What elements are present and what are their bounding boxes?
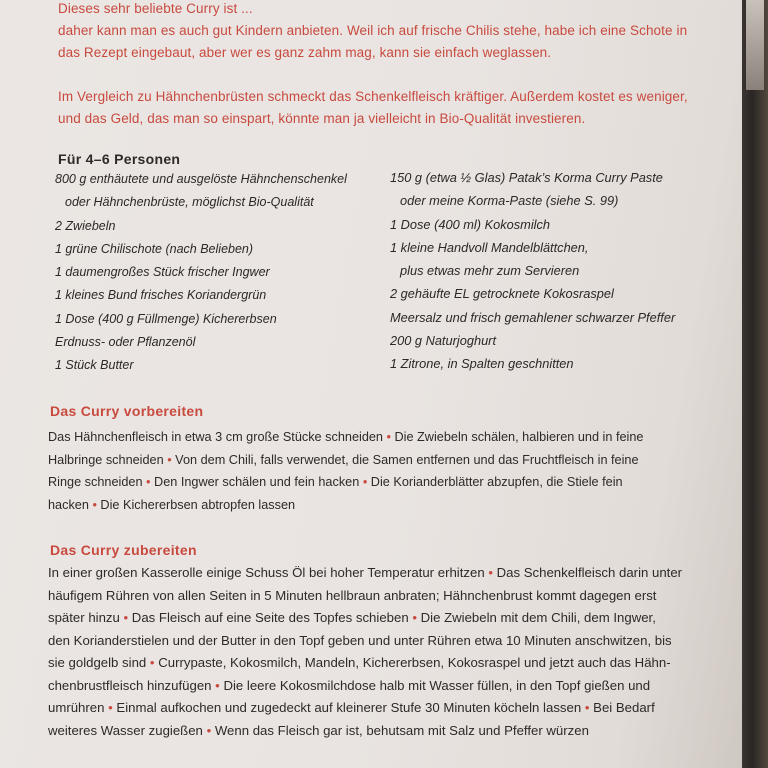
instruction-line bbox=[48, 630, 682, 653]
intro-line: Dieses sehr beliebte Curry ist ... bbox=[58, 1, 253, 16]
ingredient-item: 200 g Naturjoghurt bbox=[390, 333, 496, 349]
instruction-text: den Korianderstielen und der Butter in den Topf geben und unter Rühren etwa 10 Minuten anschwitzen, bis bbox=[48, 632, 672, 648]
instruction-text: Ringe schneiden bbox=[48, 475, 147, 489]
ingredient-item: oder meine Korma-Paste (siehe S. 99) bbox=[400, 193, 619, 209]
intro-line: und das Geld, das man so einspart, könnte man ja vielleicht in Bio-Qualität investieren. bbox=[58, 111, 586, 126]
instruction-text: chenbrustfleisch hinzufügen bbox=[48, 677, 216, 693]
intro-line: daher kann man es auch gut Kindern anbieten. Weil ich auf frische Chilis stehe, habe ich eine Schote in bbox=[58, 23, 688, 38]
ingredient-item: 1 Dose (400 ml) Kokosmilch bbox=[390, 216, 551, 232]
book-gutter-edge bbox=[742, 0, 768, 768]
step-separator-bullet: • bbox=[108, 700, 113, 715]
servings-heading: Für 4–6 Personen bbox=[58, 151, 181, 167]
instruction-line bbox=[48, 585, 682, 608]
instruction-line bbox=[48, 426, 643, 449]
step-separator-bullet: • bbox=[206, 722, 212, 738]
instruction-text: In einer großen Kasserolle einige Schuss Öl bei hoher Temperatur erhitzen bbox=[48, 565, 489, 580]
instruction-text: Den Ingwer schälen und fein hacken bbox=[150, 475, 363, 489]
ingredient-item: 1 Dose (400 g Füllmenge) Kichererbsen bbox=[55, 311, 277, 326]
instruction-text: Die Korianderblätter abzupfen, die Stiele fein bbox=[367, 475, 623, 489]
instruction-text: Bei Bedarf bbox=[589, 700, 655, 715]
instruction-line bbox=[48, 562, 682, 585]
step-separator-bullet: • bbox=[146, 475, 151, 489]
instruction-text: Currypaste, Kokosmilch, Mandeln, Kichererbsen, Kokosraspel und jetzt auch das Hähn- bbox=[154, 655, 671, 670]
instruction-text: weiteres Wasser zugießen bbox=[48, 722, 207, 738]
step-separator-bullet: • bbox=[215, 677, 220, 693]
step-separator-bullet: • bbox=[386, 430, 391, 444]
intro-line: das Rezept eingebaut, aber wer es ganz zahm mag, kann sie einfach weglassen. bbox=[58, 45, 552, 60]
step-separator-bullet: • bbox=[92, 497, 97, 512]
intro-paragraph-1 bbox=[58, 0, 687, 64]
step-separator-bullet: • bbox=[584, 700, 590, 715]
instruction-text: später hinzu bbox=[48, 610, 124, 625]
ingredient-item: 2 Zwiebeln bbox=[55, 218, 116, 233]
instruction-line bbox=[48, 697, 682, 720]
intro-line: Im Vergleich zu Hähnchenbrüsten schmeckt das Schenkelfleisch kräftiger. Außerdem kostet es weniger, bbox=[58, 89, 688, 104]
instruction-text: Das Hähnchenfleisch in etwa 3 cm große Stücke schneiden bbox=[48, 430, 387, 444]
instruction-line bbox=[48, 607, 682, 630]
section-body-prepare bbox=[48, 426, 643, 516]
step-separator-bullet: • bbox=[167, 452, 172, 467]
instruction-text: Von dem Chili, falls verwendet, die Samen entfernen und das Fruchtfleisch in feine bbox=[171, 452, 639, 467]
section-title-prepare: Das Curry vorbereiten bbox=[50, 403, 204, 419]
ingredient-item: 1 kleines Bund frisches Koriandergrün bbox=[55, 288, 267, 303]
instruction-text: Die leere Kokosmilchdose halb mit Wasser füllen, in den Topf gießen und bbox=[219, 677, 651, 693]
ingredient-item: Meersalz und frisch gemahlener schwarzer Pfeffer bbox=[390, 309, 676, 325]
instruction-text: häufigem Rühren von allen Seiten in 5 Minuten hellbraun anbraten; Hähnchenbrust kommt dagegen erst bbox=[48, 587, 657, 603]
instruction-text: Einmal aufkochen und zugedeckt auf kleinerer Stufe 30 Minuten köcheln lassen bbox=[112, 700, 585, 715]
instruction-text: Die Kichererbsen abtropfen lassen bbox=[96, 497, 296, 512]
ingredients-right-column bbox=[390, 166, 675, 376]
instruction-text: Die Zwiebeln schälen, halbieren und in feine bbox=[390, 430, 644, 444]
ingredient-item: Erdnuss- oder Pflanzenöl bbox=[55, 335, 196, 350]
instruction-line bbox=[48, 675, 682, 698]
edge-highlight bbox=[746, 0, 764, 90]
step-separator-bullet: • bbox=[362, 475, 368, 489]
instruction-line bbox=[48, 471, 643, 494]
ingredients-left-column bbox=[55, 168, 347, 378]
step-separator-bullet: • bbox=[488, 565, 493, 580]
section-title-cook: Das Curry zubereiten bbox=[50, 542, 197, 558]
ingredient-item: oder Hähnchenbrüste, möglichst Bio-Qualität bbox=[65, 195, 314, 210]
ingredient-item: plus etwas mehr zum Servieren bbox=[400, 263, 580, 279]
instruction-text: Halbringe schneiden bbox=[48, 452, 168, 467]
instruction-text: Wenn das Fleisch gar ist, behutsam mit Salz und Pfeffer würzen bbox=[211, 722, 589, 738]
instruction-text: Die Zwiebeln mit dem Chili, dem Ingwer, bbox=[416, 610, 656, 625]
step-separator-bullet: • bbox=[123, 610, 129, 625]
instruction-line bbox=[48, 720, 682, 743]
ingredient-item: 800 g enthäutete und ausgelöste Hähnchenschenkel bbox=[55, 172, 347, 186]
ingredient-item: 1 daumengroßes Stück frischer Ingwer bbox=[55, 265, 270, 280]
instruction-text: Das Schenkelfleisch darin unter bbox=[492, 565, 683, 580]
section-body-cook bbox=[48, 562, 682, 742]
instruction-text: sie goldgelb sind bbox=[48, 655, 150, 670]
intro-paragraph-2 bbox=[58, 86, 688, 130]
ingredient-item: 1 Stück Butter bbox=[55, 358, 134, 373]
instruction-text: umrühren bbox=[48, 700, 109, 715]
step-separator-bullet: • bbox=[412, 610, 417, 625]
instruction-line bbox=[48, 652, 682, 675]
step-separator-bullet: • bbox=[149, 655, 155, 670]
ingredient-item: 1 kleine Handvoll Mandelblättchen, bbox=[390, 239, 589, 255]
ingredient-item: 150 g (etwa ½ Glas) Patak’s Korma Curry Paste bbox=[390, 170, 663, 185]
instruction-text: hacken bbox=[48, 497, 93, 512]
ingredient-item: 1 grüne Chilischote (nach Belieben) bbox=[55, 241, 254, 256]
instruction-line bbox=[48, 494, 643, 517]
instruction-text: Das Fleisch auf eine Seite des Topfes schieben bbox=[128, 610, 413, 625]
ingredient-item: 2 gehäufte EL getrocknete Kokosraspel bbox=[390, 286, 614, 302]
instruction-line bbox=[48, 449, 643, 472]
ingredient-item: 1 Zitrone, in Spalten geschnitten bbox=[390, 356, 574, 372]
